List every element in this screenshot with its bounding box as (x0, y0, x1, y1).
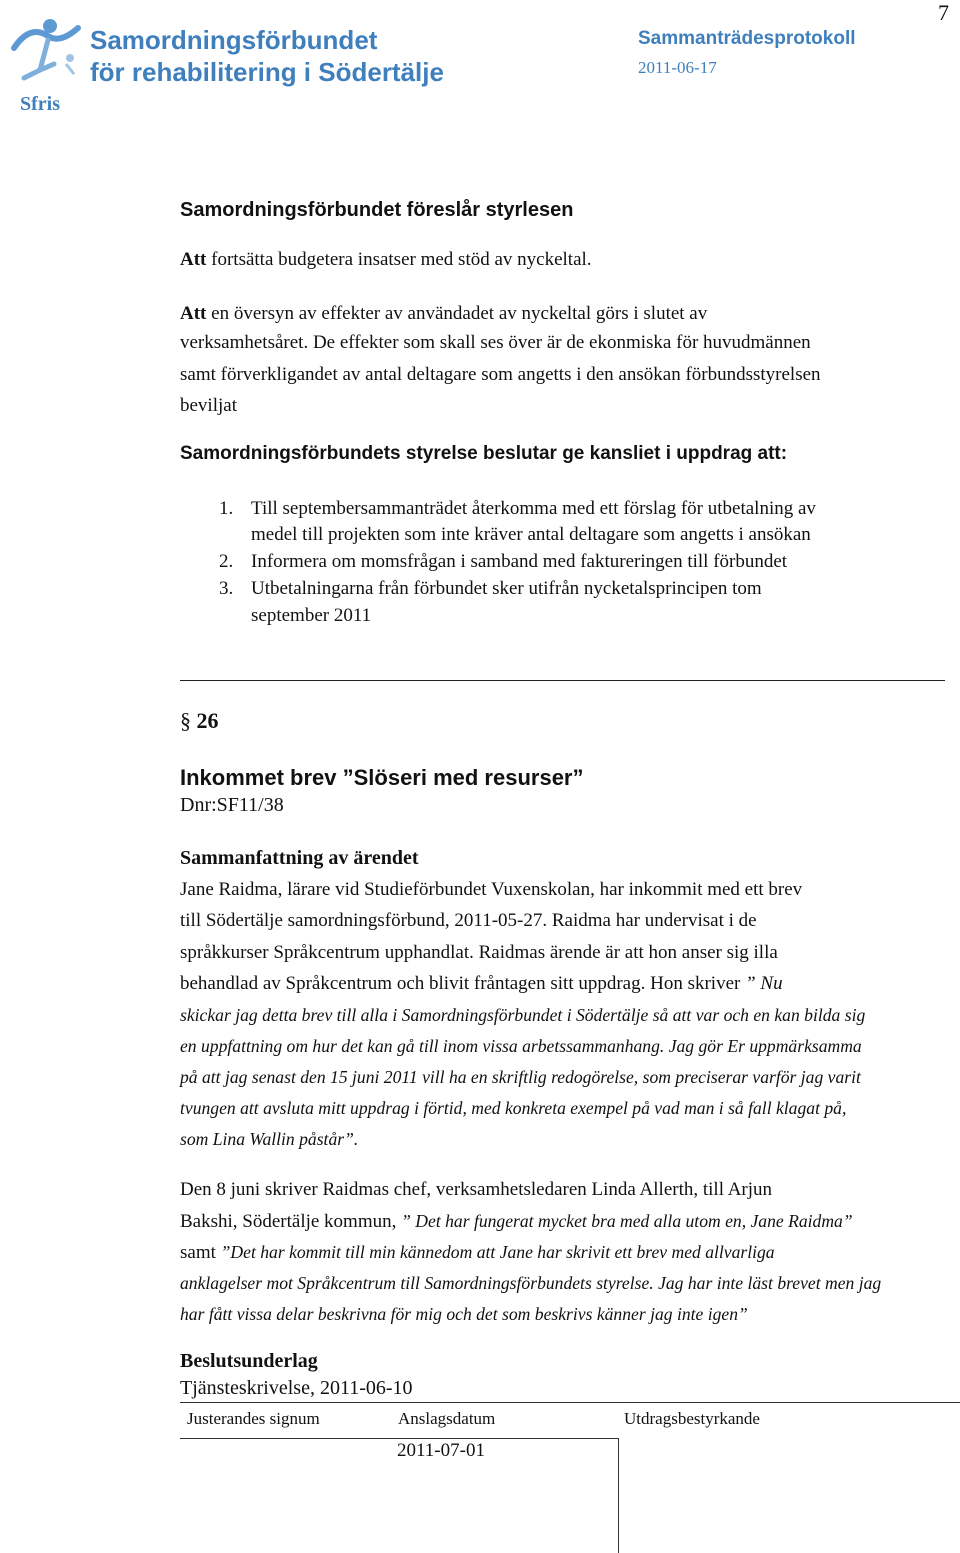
footer-col-posting-date: Anslagsdatum (398, 1409, 496, 1428)
decision-item-1: 1. Till septembersammanträdet återkomma med ett förslag för utbetalning av (219, 498, 816, 519)
section-title: Inkommet brev ”Slöseri med resurser” (180, 765, 584, 790)
proposal-item-2-line4: beviljat (180, 395, 237, 416)
letter-quote-line: som Lina Wallin påstår”. (180, 1129, 359, 1149)
letter-quote-line: skickar jag detta brev till alla i Samordningsförbundet i Södertälje så att var och en kan bilda sig (180, 1005, 866, 1025)
page-header (0, 0, 960, 120)
proposal-item-1: Att fortsätta budgetera insatser med stöd av nyckeltal. (180, 249, 592, 270)
chief-line: Den 8 juni skriver Raidmas chef, verksamhetsledaren Linda Allerth, till Arjun (180, 1179, 773, 1200)
footer-col-rule (618, 1438, 619, 1553)
chief-line: Bakshi, Södertälje kommun, ” Det har fungerat mycket bra med alla utom en, Jane Raidma” (180, 1211, 853, 1232)
letter-quote-line: tvungen att avsluta mitt uppdrag i förtid, med konkreta exempel på vad man i så fall klagat på, (180, 1098, 847, 1118)
footer-table (180, 1402, 960, 1553)
proposal-item-2-line1: Att en översyn av effekter av användadet av nyckeltal görs i slutet av (180, 303, 708, 324)
decision-heading: Samordningsförbundets styrelse beslutar ge kansliet i uppdrag att: (180, 443, 788, 464)
att-label: Att (180, 303, 207, 324)
chief-line: samt ”Det har kommit till min kännedom att Jane har skrivit ett brev med allvarliga (180, 1242, 775, 1263)
decision-item-2: 2. Informera om momsfrågan i samband med faktureringen till förbundet (219, 551, 788, 572)
letter-quote-line: på att jag senast den 15 juni 2011 vill ha en skriftlig redogörelse, som preciserar varför jag varit (180, 1067, 861, 1087)
letter-quote-line: en uppfattning om hur det kan gå till inom vissa arbetssammanhang. Jag gör Er uppmärksamma (180, 1036, 862, 1056)
dnr: Dnr:SF11/38 (180, 794, 284, 816)
footer-rule (180, 1402, 960, 1403)
basis-text: Tjänsteskrivelse, 2011-06-10 (180, 1377, 413, 1399)
sfris-logo (4, 14, 86, 114)
proposal-item-2-line3: samt förverkligandet av antal deltagare som angetts i den ansökan förbundsstyrelsen (180, 364, 821, 385)
section-number: § 26 (180, 708, 219, 733)
att-label: Att (180, 249, 207, 270)
decision-item-1-cont: medel till projekten som inte kräver antal deltagare som angetts i ansökan (251, 524, 811, 545)
org-name-line1: Samordningsförbundet (90, 25, 378, 55)
footer-col-signature: Justerandes signum (187, 1409, 320, 1428)
summary-line: till Södertälje samordningsförbund, 2011-05-27. Raidma har undervisat i de (180, 910, 757, 931)
section-divider (180, 680, 945, 681)
basis-heading: Beslutsunderlag (180, 1350, 318, 1372)
chief-quote-line: anklagelser mot Språkcentrum till Samordningsförbundets styrelse. Jag har inte läst brevet men jag (180, 1273, 882, 1293)
proposal-item-2-line2: verksamhetsåret. De effekter som skall ses över är de ekonmiska för huvudmännen (180, 332, 811, 353)
summary-heading: Sammanfattning av ärendet (180, 847, 419, 869)
logo-text: Sfris (20, 93, 60, 114)
summary-line: behandlad av Språkcentrum och blivit fråntagen sitt uppdrag. Hon skriver ” Nu (180, 973, 783, 994)
footer-posting-date-value: 2011-07-01 (397, 1440, 485, 1461)
decision-item-3-cont: september 2011 (251, 605, 372, 626)
summary-line: språkkurser Språkcentrum upphandlat. Raidmas ärende är att hon anser sig illa (180, 942, 778, 963)
decision-item-3: 3. Utbetalningarna från förbundet sker utifrån nycketalsprincipen tom (219, 578, 762, 599)
org-name-line2: för rehabilitering i Södertälje (90, 57, 444, 87)
page-number: 7 (938, 0, 949, 25)
chief-quote-line: har fått vissa delar beskrivna för mig och det som beskrivs känner jag inte igen” (180, 1304, 748, 1324)
doc-type: Sammanträdesprotokoll (638, 28, 856, 49)
footer-col-certification: Utdragsbestyrkande (624, 1409, 760, 1428)
paragraph-symbol: § (180, 708, 191, 733)
summary-line: Jane Raidma, lärare vid Studieförbundet Vuxenskolan, har inkommit med ett brev (180, 879, 803, 900)
proposal-heading: Samordningsförbundet föreslår styrlesen (180, 199, 574, 221)
footer-row-rule (180, 1438, 618, 1439)
doc-date: 2011-06-17 (638, 58, 717, 77)
